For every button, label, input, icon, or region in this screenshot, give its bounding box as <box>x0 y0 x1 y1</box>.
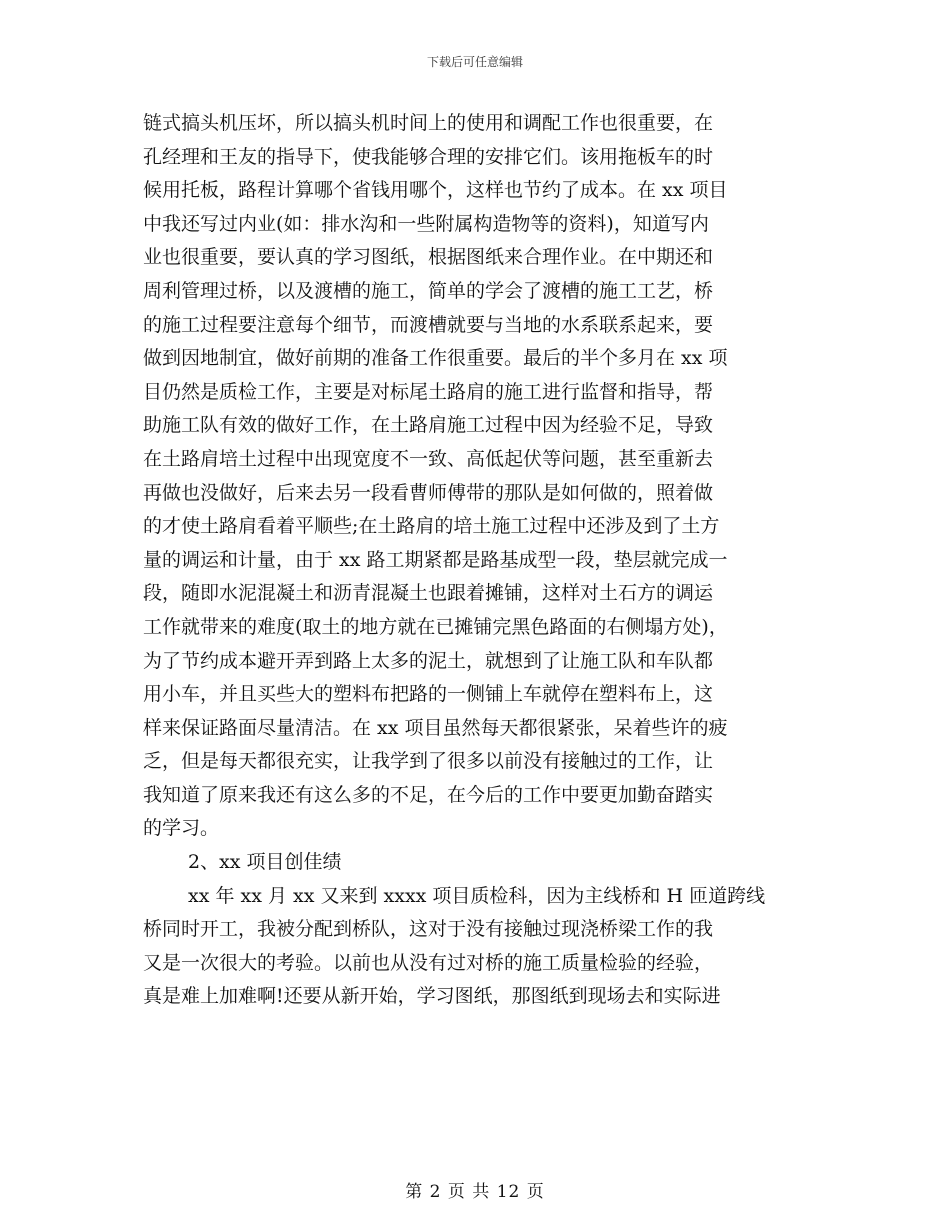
text-line: 的学习。 <box>143 817 220 840</box>
text-line: 中我还写过内业(如：排水沟和一些附属构造物等的资料)，知道写内 <box>143 212 709 235</box>
text-line: 段，随即水泥混凝土和沥青混凝土也跟着摊铺，这样对土石方的调运 <box>143 582 714 605</box>
text-line: 工作就带来的难度(取土的地方就在已摊铺完黑色路面的右侧塌方处)， <box>143 615 728 638</box>
text-line: 周利管理过桥，以及渡槽的施工，简单的学会了渡槽的施工工艺，桥 <box>143 279 714 302</box>
text-line: xx 年 xx 月 xx 又来到 xxxx 项目质检科，因为主线桥和 H 匝道跨线 <box>188 884 766 907</box>
text-line: 样来保证路面尽量清洁。在 xx 项目虽然每天都很紧张，呆着些许的疲 <box>143 716 728 739</box>
text-line: 我知道了原来我还有这么多的不足，在今后的工作中要更加勤奋踏实 <box>143 783 714 806</box>
text-line: 助施工队有效的做好工作，在土路肩施工过程中因为经验不足，导致 <box>143 414 714 437</box>
text-line: 为了节约成本避开弄到路上太多的泥土，就想到了让施工队和车队都 <box>143 649 714 672</box>
text-line: 链式搞头机压坏，所以搞头机时间上的使用和调配工作也很重要，在 <box>143 112 714 134</box>
text-line: 桥同时开工，我被分配到桥队，这对于没有接触过现浇桥梁工作的我 <box>143 918 714 941</box>
text-line: 在土路肩培土过程中出现宽度不一致、高低起伏等问题，甚至重新去 <box>143 447 714 470</box>
text-line: 量的调运和计量，由于 xx 路工期紧都是路基成型一段，垫层就完成一 <box>143 548 728 571</box>
text-line: 再做也没做好，后来去另一段看曹师傅带的那队是如何做的，照着做 <box>143 481 714 504</box>
text-line: 的施工过程要注意每个细节，而渡槽就要与当地的水系联系起来，要 <box>143 313 714 336</box>
text-line: 孔经理和王友的指导下，使我能够合理的安排它们。该用拖板车的时 <box>143 145 714 168</box>
text-line: 用小车，并且买些大的塑料布把路的一侧铺上车就停在塑料布上，这 <box>143 683 714 706</box>
text-line: 真是难上加难啊!还要从新开始，学习图纸，那图纸到现场去和实际进 <box>143 985 721 1008</box>
text-line: 做到因地制宜，做好前期的准备工作很重要。最后的半个多月在 xx 项 <box>143 347 728 370</box>
text-line: 乏，但是每天都很充实，让我学到了很多以前没有接触过的工作，让 <box>143 750 714 773</box>
text-line: 目仍然是质检工作，主要是对标尾土路肩的施工进行监督和指导，帮 <box>143 380 714 403</box>
text-line: 业也很重要，要认真的学习图纸，根据图纸来合理作业。在中期还和 <box>143 246 714 269</box>
page-number: 第 2 页 共 12 页 <box>405 1182 545 1202</box>
text-line: 又是一次很大的考验。以前也从没有过对桥的施工质量检验的经验， <box>143 951 714 974</box>
text-line: 候用托板，路程计算哪个省钱用哪个，这样也节约了成本。在 xx 项目 <box>143 179 728 202</box>
body-text <box>143 107 805 1014</box>
header-note: 下载后可任意编辑 <box>426 55 523 69</box>
text-line: 的才使土路肩看着平顺些;在土路肩的培土施工过程中还涉及到了土方 <box>143 515 720 538</box>
section-heading: 2、xx 项目创佳绩 <box>188 851 342 874</box>
